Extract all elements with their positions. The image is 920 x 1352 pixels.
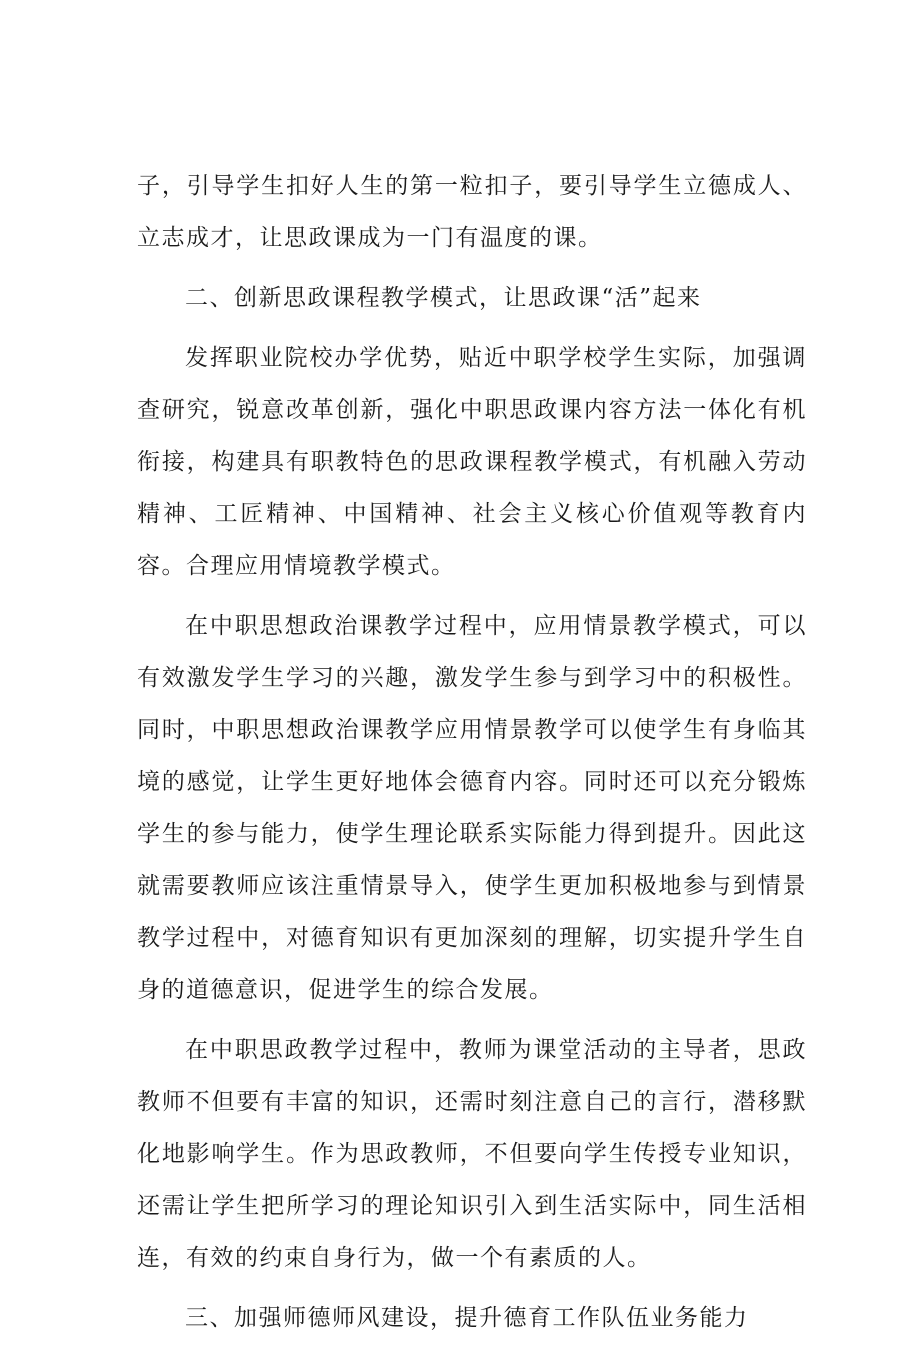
paragraph-body: 在中职思想政治课教学过程中，应用情景教学模式，可以有效激发学生学习的兴趣，激发学生参与到学习中的积极性。同时，中职思想政治课教学应用情景教学可以使学生有身临其境的感觉，让学生更好地体会德育内容。同时还可以充分锻炼学生的参与能力，使学生理论联系实际能力得到提升。因此这就需要教师应该注重情景导入，使学生更加积极地参与到情景教学过程中，对德育知识有更加深刻的理解，切实提升学生自身的道德意识，促进学生的综合发展。 — [137, 613, 807, 1003]
paragraph-continuation: 子，引导学生扣好人生的第一粒扣子，要引导学生立德成人、立志成才，让思政课成为一门有温度的课。 — [137, 173, 807, 251]
section-heading-2: 二、创新思政课程教学模式，让思政课“活”起来 — [185, 285, 702, 311]
paragraph-body: 在中职思政教学过程中，教师为课堂活动的主导者，思政教师不但要有丰富的知识，还需时刻注意自己的言行，潜移默化地影响学生。作为思政教师，不但要向学生传授专业知识，还需让学生把所学习的理论知识引入到生活实际中，同生活相连，有效的约束自身行为，做一个有素质的人。 — [137, 1037, 807, 1271]
paragraph-body: 发挥职业院校办学优势，贴近中职学校学生实际，加强调查研究，锐意改革创新，强化中职思政课内容方法一体化有机衔接，构建具有职教特色的思政课程教学模式，有机融入劳动精神、工匠精神、中国精神、社会主义核心价值观等教育内容。合理应用情境教学模式。 — [137, 345, 807, 579]
section-heading-3: 三、加强师德师风建设，提升德育工作队伍业务能力 — [185, 1305, 749, 1331]
document-body — [137, 160, 807, 1352]
